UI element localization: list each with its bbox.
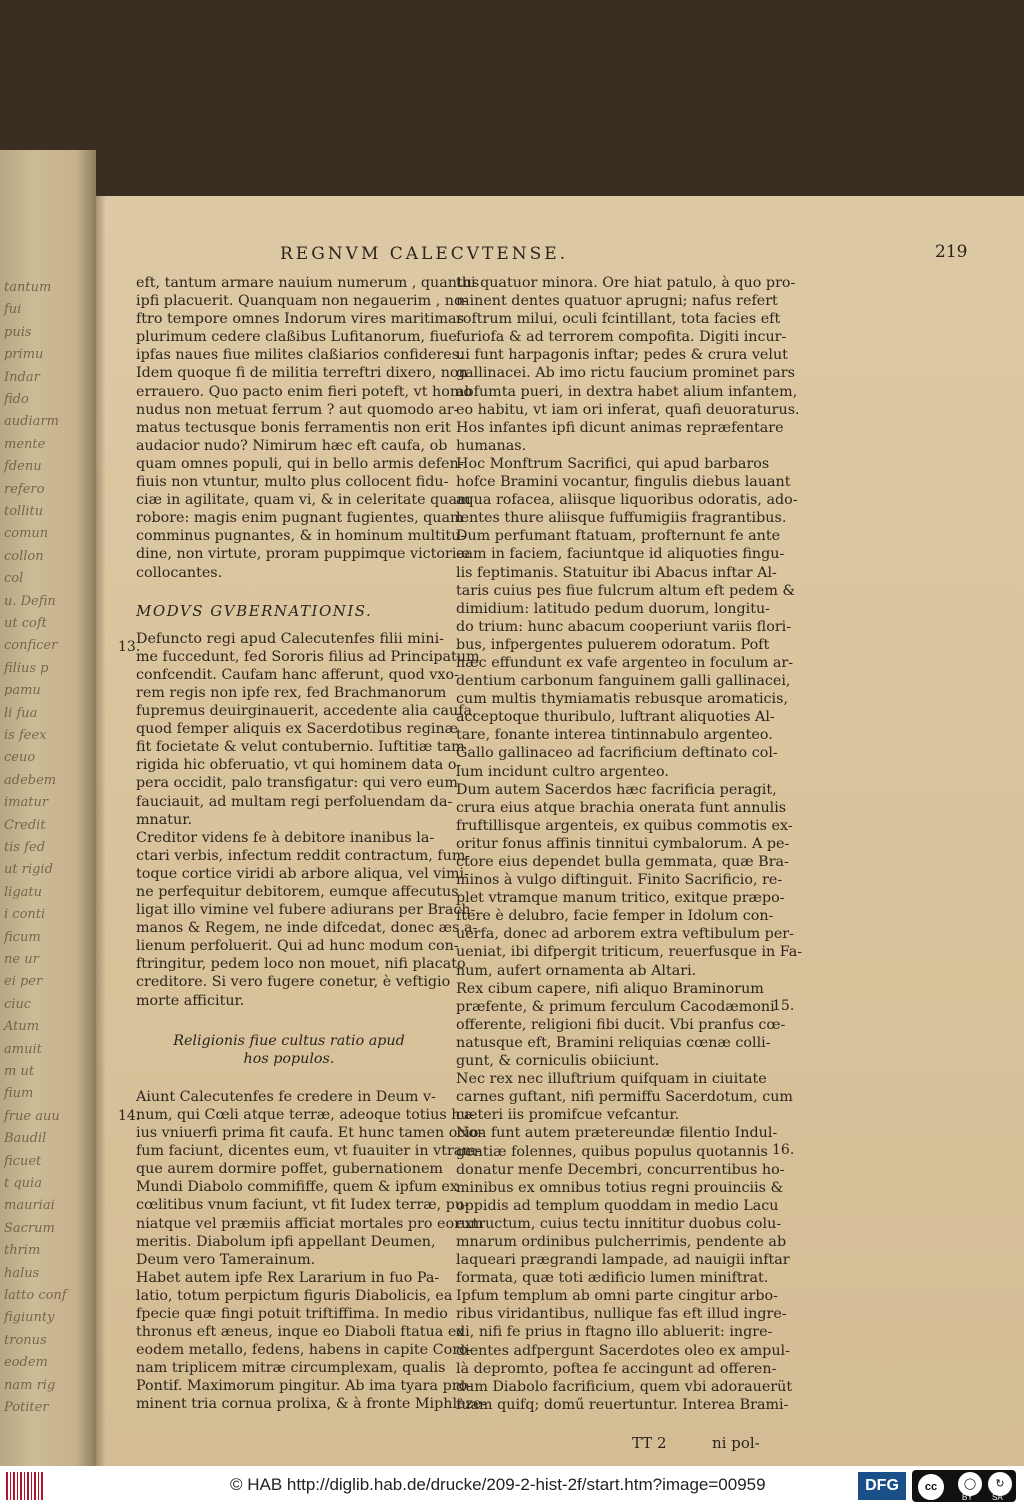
facing-page-fragment: Potiter xyxy=(4,1400,49,1415)
cc-license-badge[interactable] xyxy=(912,1470,1016,1502)
text-line: Non funt autem prætereundæ filentio Indul- xyxy=(456,1125,778,1142)
text-line: lis feptimanis. Statuitur ibi Abacus inftar Al- xyxy=(456,564,777,581)
text-line: ctari verbis, infectum reddit contractum, fum- xyxy=(136,847,471,864)
text-line: acceptoque thuribulo, luftrant aliquoties Al- xyxy=(456,709,775,726)
text-line: matus tectusque bonis ferramentis non erit xyxy=(136,419,451,436)
text-line: fiuis non vtuntur, multo plus collocent fidu- xyxy=(136,474,449,491)
facing-page-fragment: mente xyxy=(4,436,46,452)
spacer xyxy=(136,1068,442,1088)
text-line: mnarum ordinibus pulcherrimis, pendente ab xyxy=(456,1233,787,1250)
text-line: do trium: hunc abacum cooperiunt variis flori- xyxy=(456,618,792,635)
text-line: formata, quæ toti ædificio lumen miniftrat. xyxy=(456,1270,769,1287)
facing-page-fragment: figiunty xyxy=(4,1310,55,1326)
section-heading: MODVS GVBERNATIONIS. xyxy=(136,601,373,620)
text-line: Rex cibum capere, nifi aliquo Braminorum xyxy=(456,980,764,997)
text-line: Nec rex nec illuftrium quifquam in ciuitate xyxy=(456,1071,767,1088)
text-line: num, aufert ornamenta ab Altari. xyxy=(456,962,697,979)
text-line: Aiunt Calecutenfes fe credere in Deum v- xyxy=(136,1088,436,1105)
facing-page-fragment: col xyxy=(4,571,24,587)
by-label: BY xyxy=(962,1493,973,1502)
text-line: Habet autem ipfe Rex Lararium in fuo Pa- xyxy=(136,1269,440,1286)
facing-page-fragment: thrim xyxy=(4,1243,41,1259)
text-line: me fuccedunt, fed Sororis filius ad Principatum xyxy=(136,648,480,665)
facing-page-fragment: u. Defin xyxy=(4,593,56,609)
facing-page-fragment: Sacrum xyxy=(4,1220,55,1236)
catchword: ni pol- xyxy=(712,1434,760,1452)
text-line: crura eius atque brachia onerata funt annulis xyxy=(456,799,787,816)
facing-page-fragment: ei per xyxy=(4,974,43,990)
text-line: eam in faciem, faciuntque id aliquoties fingu- xyxy=(456,546,785,563)
text-line: donatur menfe Decembri, concurrentibus ho- xyxy=(456,1161,785,1178)
text-line: morte afficitur. xyxy=(136,992,245,1009)
facing-page-fragment: nam rig xyxy=(4,1377,56,1393)
text-line: plurimum cedere claßibus Lufitanorum, fiue xyxy=(136,329,457,346)
text-line: Hos infantes ipfi dicunt animas repræfentare xyxy=(456,419,784,436)
text-line: errauero. Quo pacto enim fieri poteft, vt homo xyxy=(136,383,472,400)
text-line: robore: magis enim pugnant fugientes, quam xyxy=(136,510,464,527)
page-number: 219 xyxy=(935,242,968,262)
facing-page-fragment: fium xyxy=(4,1086,34,1102)
share-alike-icon: ↻ xyxy=(988,1472,1012,1496)
facing-page-fragment: ceuo xyxy=(4,750,36,766)
text-line: plet vtramque manum tritico, exitque præpo- xyxy=(456,890,785,907)
text-line: abfumta pueri, in dextra habet alium infantem, xyxy=(456,383,798,400)
text-line: lienum perfoluerit. Qui ad hunc modum con- xyxy=(136,938,459,955)
text-line: ne perfequitur debitorem, eumque affecutus xyxy=(136,884,459,900)
margin-number-13: 13. xyxy=(118,639,141,655)
text-line: ueniat, ibi difpergit triticum, reuerfusque in Fa- xyxy=(456,944,803,961)
facing-page-fragment: frue auu xyxy=(4,1108,60,1124)
text-line: nudus non metuat ferrum ? aut quomodo ar- xyxy=(136,401,459,418)
facing-page-fragment: eodem xyxy=(4,1355,48,1371)
text-line: ribus viridantibus, nullique fas eft illud ingre- xyxy=(456,1306,787,1323)
facing-page-fragment: tronus xyxy=(4,1332,47,1348)
text-line: eodem metallo, fedens, habens in capite Coro- xyxy=(136,1342,473,1359)
text-line: quam omnes populi, qui in bello armis defen- xyxy=(136,455,464,472)
text-line: fauciauit, ad multam regi perfoluendam da- xyxy=(136,793,453,810)
facing-page-fragment: ficuet xyxy=(4,1153,42,1169)
facing-page-fragment: audiarm xyxy=(4,414,59,430)
text-line: num, qui Cœli atque terræ, adeoque totius hu- xyxy=(136,1106,475,1123)
facing-page-fragment: li fua xyxy=(4,705,38,721)
text-line: cæteri iis promifcue vefcantur. xyxy=(456,1107,680,1124)
text-line: ftringitur, pedem loco non mouet, nifi placato xyxy=(136,956,466,973)
text-line: fpecie quæ fingi potuit triftiffima. In medio xyxy=(136,1305,448,1322)
text-line: oritur fonus affinis tinnitui cymbalorum. A pe- xyxy=(456,835,790,852)
text-line: ftro tempore omnes Indorum vires maritimas xyxy=(136,311,464,328)
facing-page-fragment: Credit xyxy=(4,817,46,833)
barcode-logo xyxy=(6,1472,44,1500)
text-line: minos à vulgo diftinguit. Finito Sacrificio, re- xyxy=(456,872,783,889)
spacer xyxy=(136,1010,442,1032)
text-line: Dum perfumant ftatuam, profternunt fe ante xyxy=(456,528,781,545)
margin-number-15: 15. xyxy=(772,998,795,1014)
text-line: comminus pugnantes, & in hominum multitu- xyxy=(136,528,466,545)
text-line: furiofa & ad terrorem compofita. Digiti incur- xyxy=(456,329,787,346)
text-line: Gallo gallinaceo ad facrificium deftinato col- xyxy=(456,745,778,762)
text-line: dimidium: latitudo pedum duorum, longitu- xyxy=(456,600,771,617)
facing-page-fragment: adebem xyxy=(4,772,57,788)
facing-page-fragment: tollitu xyxy=(4,504,44,519)
text-line: ipfas naues fiue milites claßiarios confideres. xyxy=(136,347,464,364)
text-line: meritis. Diabolum ipfi appellant Deumen, xyxy=(136,1233,436,1250)
text-line: cum multis thymiamatis rebusque aromaticis, xyxy=(456,691,788,708)
text-line: Idem quoque fi de militia terreftri dixero, non xyxy=(136,365,468,382)
facing-page-fragment: pamu xyxy=(4,683,41,699)
text-line: Pontif. Maximorum pingitur. Ab ima tyara pro- xyxy=(136,1378,473,1395)
text-line: Mundi Diabolo commififfe, quem & ipfum ex xyxy=(136,1179,458,1196)
text-line: quod femper aliquis ex Sacerdotibus reginæ xyxy=(136,721,459,738)
text-line: ftere è delubro, facie femper in Idolum con- xyxy=(456,908,774,925)
text-line: gunt, & corniculis obiiciunt. xyxy=(456,1053,660,1070)
section-heading: hos populos. xyxy=(243,1050,335,1067)
left-column xyxy=(136,274,487,1414)
by-person-icon: ◯ xyxy=(958,1472,982,1496)
facing-page-fragment: comun xyxy=(4,526,49,542)
text-line: tare, fonante interea tintinnabulo argenteo. xyxy=(456,727,773,744)
facing-page-fragment: is feex xyxy=(4,728,47,743)
facing-page-fragment: primu xyxy=(4,347,44,363)
text-line: ctore eius dependet bulla gemmata, quæ Bra- xyxy=(456,854,789,870)
text-line: hofce Bramini vocantur, fingulis diebus lauant xyxy=(456,474,791,491)
text-line: fit focietate & velut contubernio. Iuftitiæ tam xyxy=(136,739,465,756)
text-line: mnatur. xyxy=(136,811,193,828)
text-line: manos & Regem, ne inde difcedat, donec æs a- xyxy=(136,920,478,937)
facing-page-fragment: fui xyxy=(4,302,22,318)
text-line: lum incidunt cultro argenteo. xyxy=(456,763,669,780)
facing-page-fragment: Indar xyxy=(4,369,40,385)
facing-page-fragment: ut rigid xyxy=(4,862,53,878)
text-line: minibus ex omnibus totius regni prouinciis & xyxy=(456,1179,784,1196)
margin-number-16: 16. xyxy=(772,1142,795,1158)
text-line: rem regis non ipfe rex, fed Brachmanorum xyxy=(136,684,447,701)
text-line: gallinacei. Ab imo rictu faucium prominet pars xyxy=(456,365,795,382)
text-line: ligat illo vimine vel fubere adiurans per Brach- xyxy=(136,902,476,919)
text-line: fum faciunt, dicentes eum, vt fuauiter in vtram- xyxy=(136,1143,481,1160)
text-line: natusque eft, Bramini reliquias cœnæ colli- xyxy=(456,1034,771,1051)
gutter-shadow xyxy=(96,196,106,1466)
facing-page-fragment: ligatu xyxy=(4,884,42,900)
facing-page-fragment: halus xyxy=(4,1265,40,1281)
spacer xyxy=(136,620,442,630)
text-line: Dum autem Sacerdos hæc facrificia peragit, xyxy=(456,781,777,798)
text-line: dentium carbonum fanguinem galli gallinacei, xyxy=(456,673,791,690)
facing-page-fragment: ciuc xyxy=(4,996,32,1012)
facing-page-fragment: amuit xyxy=(4,1041,42,1057)
margin-number-14: 14. xyxy=(118,1108,141,1124)
text-line: là depromto, poftea fe accingunt ad offeren- xyxy=(456,1360,777,1377)
text-line: ui funt harpagonis inftar; pedes & crura velut xyxy=(456,347,788,364)
footer-copyright-link[interactable]: © HAB http://diglib.hab.de/drucke/209-2-hist-2f/start.htm?image=00959 xyxy=(230,1475,766,1494)
text-line: cœlitibus vnum faciunt, vt fit Iudex terræ, pu- xyxy=(136,1197,469,1214)
facing-page-fragment: t quia xyxy=(4,1176,42,1191)
text-line: Deum vero Tamerainum. xyxy=(136,1251,316,1268)
facing-page-fragment: refero xyxy=(4,481,45,497)
footer-bar xyxy=(0,1466,1024,1506)
text-line: Creditor videns fe à debitore inanibus la- xyxy=(136,829,435,846)
text-line: dum Diabolo facrificium, quem vbi adorauerüt xyxy=(456,1378,793,1395)
dfg-logo: DFG xyxy=(858,1472,906,1500)
text-line: fupremus deuirginauerit, accedente alia caufa, xyxy=(136,703,477,720)
text-line: Hoc Monftrum Sacrifici, qui apud barbaros xyxy=(456,455,770,472)
text-line: hæc effundunt ex vafe argenteo in foculum ar- xyxy=(456,654,794,671)
text-line: nam triplicem mitræ circumplexam, qualis xyxy=(136,1360,446,1377)
text-line: extructum, cuius tectu innititur duobus colu- xyxy=(456,1215,782,1232)
text-line: collocantes. xyxy=(136,564,223,581)
text-line: rigida hic obferuatio, vt qui hominem data o- xyxy=(136,757,462,774)
text-line: toque cortice viridi ab arbore aliqua, vel vimi- xyxy=(136,865,469,882)
text-line: Ipfum templum ab omni parte cingitur arbo- xyxy=(456,1288,778,1305)
text-line: uerfa, donec ad arborem extra veftibulum per- xyxy=(456,926,794,943)
text-line: bus, infpergentes puluerem odoratum. Poft xyxy=(456,636,770,653)
text-line: creditore. Si vero fugere conetur, è veftigio xyxy=(136,974,451,991)
facing-page-fragment: m ut xyxy=(4,1064,35,1079)
text-line: fruftillisque argenteis, ex quibus commotis ex- xyxy=(456,817,793,834)
facing-page-fragment: Baudil xyxy=(4,1131,47,1147)
text-line: eft, tantum armare nauium numerum , quantus xyxy=(136,275,480,291)
text-line: humanas. xyxy=(456,437,527,454)
facing-page-fragment: fido xyxy=(4,392,29,407)
facing-page-fragment: ut coft xyxy=(4,616,47,631)
text-line: Defuncto regi apud Calecutenfes filii mini- xyxy=(136,630,444,647)
section-heading: Religionis fiue cultus ratio apud xyxy=(173,1032,405,1049)
text-line: præfente, & primum ferculum Cacodæmoni xyxy=(456,998,775,1015)
facing-page-fragment: latto conf xyxy=(4,1288,67,1303)
text-line: que aurem dormire poffet, gubernationem xyxy=(136,1161,443,1178)
text-line: latio, totum perpictum figuris Diabolicis, ea xyxy=(136,1287,453,1304)
text-line: ipfi placuerit. Quanquam non negauerim , no- xyxy=(136,293,468,310)
text-line: pera occidit, palo transfigatur: qui vero eum xyxy=(136,775,458,792)
facing-page-fragment: puis xyxy=(4,324,32,340)
spacer xyxy=(136,582,442,602)
text-line: carnes guftant, nifi permiffu Sacerdotum, cum xyxy=(456,1089,793,1106)
facing-page-fragment: tis fed xyxy=(4,840,46,855)
facing-page-fragment: imatur xyxy=(4,795,49,811)
text-line: roftrum milui, oculi fcintillant, tota facies eft xyxy=(456,311,781,328)
facing-page-fragment: collon xyxy=(4,548,44,564)
text-line: fuam quifq; domű reuertuntur. Interea Brami- xyxy=(456,1396,789,1413)
signature-mark: TT 2 xyxy=(632,1434,667,1452)
text-line: dine, non virtute, proram puppimque victoriæ xyxy=(136,546,470,563)
text-line: ius vniuerfi prima fit caufa. Et hunc tamen ocio- xyxy=(136,1125,484,1142)
facing-page-fragment: Atum xyxy=(4,1019,40,1035)
text-line: audacior nudo? Nimirum hæc eft caufa, ob xyxy=(136,437,448,454)
text-line: thronus eft æneus, inque eo Diaboli ftatua ex xyxy=(136,1324,465,1341)
facing-page-fragment: tantum xyxy=(4,280,52,295)
text-line: thi quatuor minora. Ore hiat patulo, à quo pro- xyxy=(456,275,796,291)
text-line: ciæ in agilitate, quam vi, & in celeritate quam xyxy=(136,492,471,509)
text-line: taris cuius pes fiue fulcrum altum eft pedem & xyxy=(456,582,796,599)
facing-page-edge xyxy=(0,150,96,1466)
text-line: aqua rofacea, aliisque liquoribus odoratis, ado- xyxy=(456,492,798,509)
text-line: minent tria cornua prolixa, & à fronte Miphleze- xyxy=(136,1396,487,1413)
text-line: gentiæ folennes, quibus populus quotannis xyxy=(456,1143,768,1160)
text-line: offerente, religioni fibi ducit. Vbi pranfus cœ- xyxy=(456,1016,786,1033)
text-line: di, nifi fe prius in ftagno illo abluerit: ingre- xyxy=(456,1324,773,1341)
text-line: laqueari prægrandi lampade, ad nauigii inftar xyxy=(456,1252,790,1269)
facing-page-fragment: ne ur xyxy=(4,952,39,967)
facing-page-fragment: i conti xyxy=(4,907,46,923)
running-title: REGNVM CALECVTENSE. xyxy=(280,244,569,264)
facing-page-fragment: mauriai xyxy=(4,1198,55,1214)
text-line: oppidis ad templum quoddam in medio Lacu xyxy=(456,1197,779,1214)
sa-label: SA xyxy=(992,1493,1003,1502)
facing-page-fragment: fdenu xyxy=(4,459,42,475)
text-line: eo habitu, vt iam ori inferat, quafi deuoraturus. xyxy=(456,401,800,418)
text-line: confcendit. Caufam hanc afferunt, quod vxo- xyxy=(136,666,459,683)
text-line: dientes adfpergunt Sacerdotes oleo ex ampul- xyxy=(456,1342,790,1359)
text-line: minent dentes quatuor aprugni; nafus refert xyxy=(456,293,778,310)
text-line: lentes thure aliisque fuffumigiis fragrantibus. xyxy=(456,510,787,527)
facing-page-fragment: ficum xyxy=(4,929,41,945)
facing-page-fragment: filius p xyxy=(4,660,49,676)
cc-icon: cc xyxy=(918,1474,944,1500)
facing-page-fragment: conficer xyxy=(4,638,58,654)
text-line: niatque vel præmiis afficiat mortales pro eorum xyxy=(136,1215,484,1232)
